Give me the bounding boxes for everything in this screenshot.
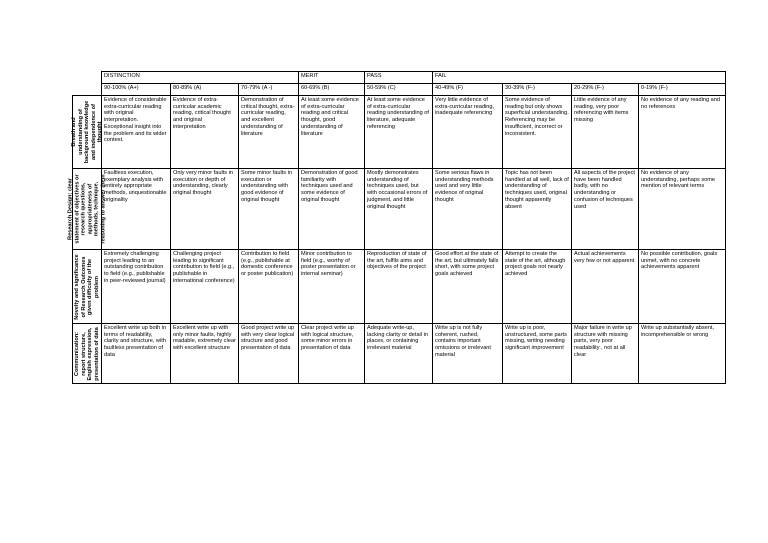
descriptor-cell: Major failure in write up structure with missing parts, very poor readability , not at all clear — [572, 324, 639, 384]
descriptor-cell: Actual achievements very few or not apparent — [572, 250, 639, 324]
descriptor-cell: Reproduction of state of the art, fulfils aims and objectives of the project — [365, 250, 433, 324]
descriptor-cell: Demonstration of critical thought, extra-curricular reading, and excellent understanding of literature — [239, 96, 299, 169]
corner-cell — [73, 72, 102, 84]
descriptor-cell: Some evidence of reading but only shows superficial understanding. Referencing may be insufficient, incorrect or inconsistent. — [503, 96, 572, 169]
criterion-label — [73, 250, 102, 324]
descriptor-cell: No evidence of any reading and no references — [639, 96, 726, 169]
grade-header: 30-39% (F-) — [503, 84, 572, 96]
descriptor-cell: Evidence of extra-curricular academic reading, critical thought and original interpretation — [171, 96, 239, 169]
descriptor-cell: At least some evidence of extra-curricular reading understanding of literature, adequate referencing — [365, 96, 433, 169]
band-merit: MERIT — [299, 72, 365, 84]
corner-cell — [73, 84, 102, 96]
grade-header: 20-29% (F-) — [572, 84, 639, 96]
grade-header: 40-49% (F) — [433, 84, 503, 96]
descriptor-cell: Excellent write up with only minor faults, highly readable, extremely clear with excellent structure — [171, 324, 239, 384]
criterion-text: Communication: report structure, English expression, presentation of data — [74, 326, 100, 381]
descriptor-cell: Demonstration of good familiarity with techniques used and some evidence of original thought — [299, 169, 365, 250]
descriptor-cell: Good effort at the state of the art, but ultimately falls short, with some project goals achieved — [433, 250, 503, 324]
descriptor-cell: Faultless execution, exemplary analysis with entirely appropriate methods, unquestionable originality — [102, 169, 171, 250]
descriptor-cell: Challenging project leading to significant contribution to field (e.g., publishable in international conference) — [171, 250, 239, 324]
descriptor-cell: Excellent write up both in terms of readability, clarity and structure, with faultless presentation of data — [102, 324, 171, 384]
criterion-label — [73, 324, 102, 384]
descriptor-cell: Write up is poor, unstructured, some parts missing, writing needing significant improvement — [503, 324, 572, 384]
criterion-text: Novelty and significance of Research Outcomes given difficulty of the problem — [74, 253, 100, 320]
grade-header: 50-59% (C) — [365, 84, 433, 96]
criterion-label — [67, 169, 106, 250]
descriptor-cell: Write up is not fully coherent, rushed, contains important omissions or irrelevant material — [433, 324, 503, 384]
grade-range-header-row — [73, 84, 726, 96]
grade-header: 90-100% (A+) — [102, 84, 171, 96]
criterion-text: Research Design: clear statement of objectives or research questions, appropriateness of methods, technique, reasoning to answer them — [67, 174, 106, 244]
band-fail: FAIL — [433, 72, 726, 84]
descriptor-cell: At least some evidence of extra-curricular reading and critical thought, good understanding of literature — [299, 96, 365, 169]
criterion-label — [70, 96, 103, 169]
descriptor-cell: No evidence of any understanding, perhaps some mention of relevant terms — [639, 169, 726, 250]
criterion-row-novelty — [73, 250, 726, 324]
descriptor-cell: Very little evidence of extra-curricular reading, inadequate referencing — [433, 96, 503, 169]
grade-header: 80-89% (A) — [171, 84, 239, 96]
descriptor-cell: No possible contribution, goals unmet, with no concrete achievements apparent — [639, 250, 726, 324]
descriptor-cell: Some minor faults in execution or understanding with good evidence of original thought — [239, 169, 299, 250]
descriptor-cell: Attempt to create the state of the art, although project goals not nearly achieved — [503, 250, 572, 324]
criterion-row-research-design — [73, 169, 726, 250]
descriptor-cell: Little evidence of any reading, very poor referencing with items missing — [572, 96, 639, 169]
descriptor-cell: Clear project write up with logical structure, some minor errors in presentation of data — [299, 324, 365, 384]
descriptor-cell: Evidence of considerable extra-curricular reading with original interpretation. Exceptional insight into the problem and its wider context. — [102, 96, 171, 169]
criterion-row-background-knowledge — [73, 96, 726, 169]
grading-rubric-table — [67, 71, 726, 384]
descriptor-cell: Topic has not been handled at all well, lack of understanding of techniques used, original thought apparently absent — [503, 169, 572, 250]
descriptor-cell: Write up substantially absent, incomprehensible or wrong — [639, 324, 726, 384]
grade-header: 60-69% (B) — [299, 84, 365, 96]
grade-header: 70-79% (A -) — [239, 84, 299, 96]
grade-band-header-row — [73, 72, 726, 84]
descriptor-cell: Contribution to field (e.g., publishable at domestic conference or poster publication) — [239, 250, 299, 324]
descriptor-cell: Good project write up with very clear logical structure and good presentation of data — [239, 324, 299, 384]
descriptor-cell: Some serious flaws in understanding methods used and very little evidence of original thought — [433, 169, 503, 250]
band-distinction: DISTINCTION — [102, 72, 299, 84]
band-pass: PASS — [365, 72, 433, 84]
descriptor-cell: Minor contribution to field (e.g., worthy of poster presentation or internal seminar) — [299, 250, 365, 324]
descriptor-cell: Adequate write-up, lacking clarity or detail in places, or containing irrelevant material — [365, 324, 433, 384]
grade-header: 0-19% (F-) — [639, 84, 726, 96]
descriptor-cell: Only very minor faults in execution or depth of understanding, clearly original thought — [171, 169, 239, 250]
descriptor-cell: Mostly demonstrates understanding of techniques used, but with occasional errors of judgment, and little original thought — [365, 169, 433, 250]
criterion-row-communication — [73, 324, 726, 384]
criterion-text: Breath and understanding of background knowledge and independence of thought — [70, 100, 103, 164]
descriptor-cell: Extremely challenging project leading to an outstanding contribution to field (e.g., publishable in peer-reviewed journal) — [102, 250, 171, 324]
descriptor-cell: All aspects of the project have been handled badly, with no understanding or confusion of techniques used — [572, 169, 639, 250]
